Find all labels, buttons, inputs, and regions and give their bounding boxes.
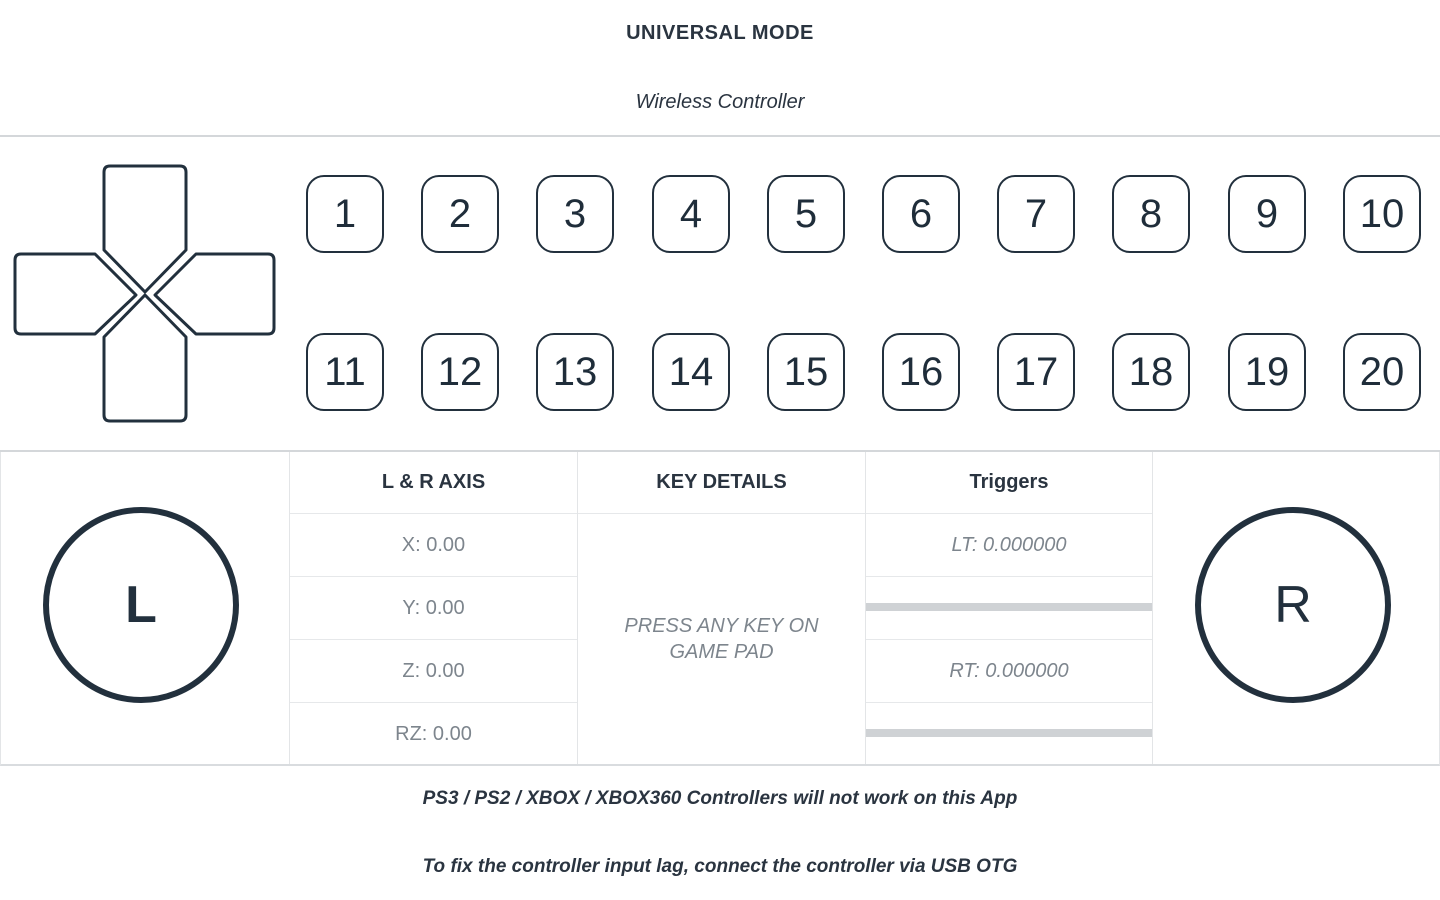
dpad-up xyxy=(104,166,186,292)
key-details-heading: KEY DETAILS xyxy=(578,452,865,514)
gamepad-button-19[interactable]: 19 xyxy=(1228,333,1306,411)
compatibility-warning: PS3 / PS2 / XBOX / XBOX360 Controllers will not work on this App xyxy=(422,788,1018,809)
gamepad-button-18[interactable]: 18 xyxy=(1112,333,1190,411)
gamepad-button-9[interactable]: 9 xyxy=(1228,175,1306,253)
left-stick-label: L xyxy=(125,576,157,634)
key-details-message: PRESS ANY KEY ON GAME PAD xyxy=(624,615,819,663)
gamepad-button-10[interactable]: 10 xyxy=(1343,175,1421,253)
gamepad-button-2[interactable]: 2 xyxy=(421,175,499,253)
gamepad-button-13[interactable]: 13 xyxy=(536,333,614,411)
lt-progress-bar xyxy=(866,577,1152,640)
right-stick[interactable] xyxy=(1195,507,1391,703)
gamepad-button-14[interactable]: 14 xyxy=(652,333,730,411)
gamepad-button-20[interactable]: 20 xyxy=(1343,333,1421,411)
left-stick[interactable] xyxy=(43,507,239,703)
gamepad-button-1[interactable]: 1 xyxy=(306,175,384,253)
axis-z-value: Z: 0.00 xyxy=(290,640,577,703)
axis-column xyxy=(289,452,577,764)
gamepad-button-5[interactable]: 5 xyxy=(767,175,845,253)
top-divider xyxy=(0,135,1440,137)
gamepad-button-8[interactable]: 8 xyxy=(1112,175,1190,253)
rt-value: RT: 0.000000 xyxy=(866,640,1152,703)
gamepad-button-7[interactable]: 7 xyxy=(997,175,1075,253)
right-stick-label: R xyxy=(1274,576,1312,634)
axis-y-value: Y: 0.00 xyxy=(290,577,577,640)
axis-x-value: X: 0.00 xyxy=(290,514,577,577)
gamepad-button-12[interactable]: 12 xyxy=(421,333,499,411)
triggers-column xyxy=(865,452,1153,764)
mode-title: UNIVERSAL MODE xyxy=(626,22,814,44)
axis-heading: L & R AXIS xyxy=(290,452,577,514)
gamepad-button-16[interactable]: 16 xyxy=(882,333,960,411)
input-lag-tip: To fix the controller input lag, connect the controller via USB OTG xyxy=(422,856,1018,877)
gamepad-button-11[interactable]: 11 xyxy=(306,333,384,411)
device-name: Wireless Controller xyxy=(635,91,805,113)
gamepad-button-4[interactable]: 4 xyxy=(652,175,730,253)
gamepad-button-3[interactable]: 3 xyxy=(536,175,614,253)
axis-rz-value: RZ: 0.00 xyxy=(395,723,472,745)
gamepad-button-6[interactable]: 6 xyxy=(882,175,960,253)
rt-progress-bar xyxy=(866,703,1152,766)
triggers-heading: Triggers xyxy=(866,452,1152,514)
status-panel xyxy=(0,452,1440,766)
key-details-column xyxy=(577,452,865,764)
lt-value: LT: 0.000000 xyxy=(866,514,1152,577)
gamepad-button-17[interactable]: 17 xyxy=(997,333,1075,411)
dpad-icon[interactable] xyxy=(12,162,277,425)
gamepad-button-15[interactable]: 15 xyxy=(767,333,845,411)
